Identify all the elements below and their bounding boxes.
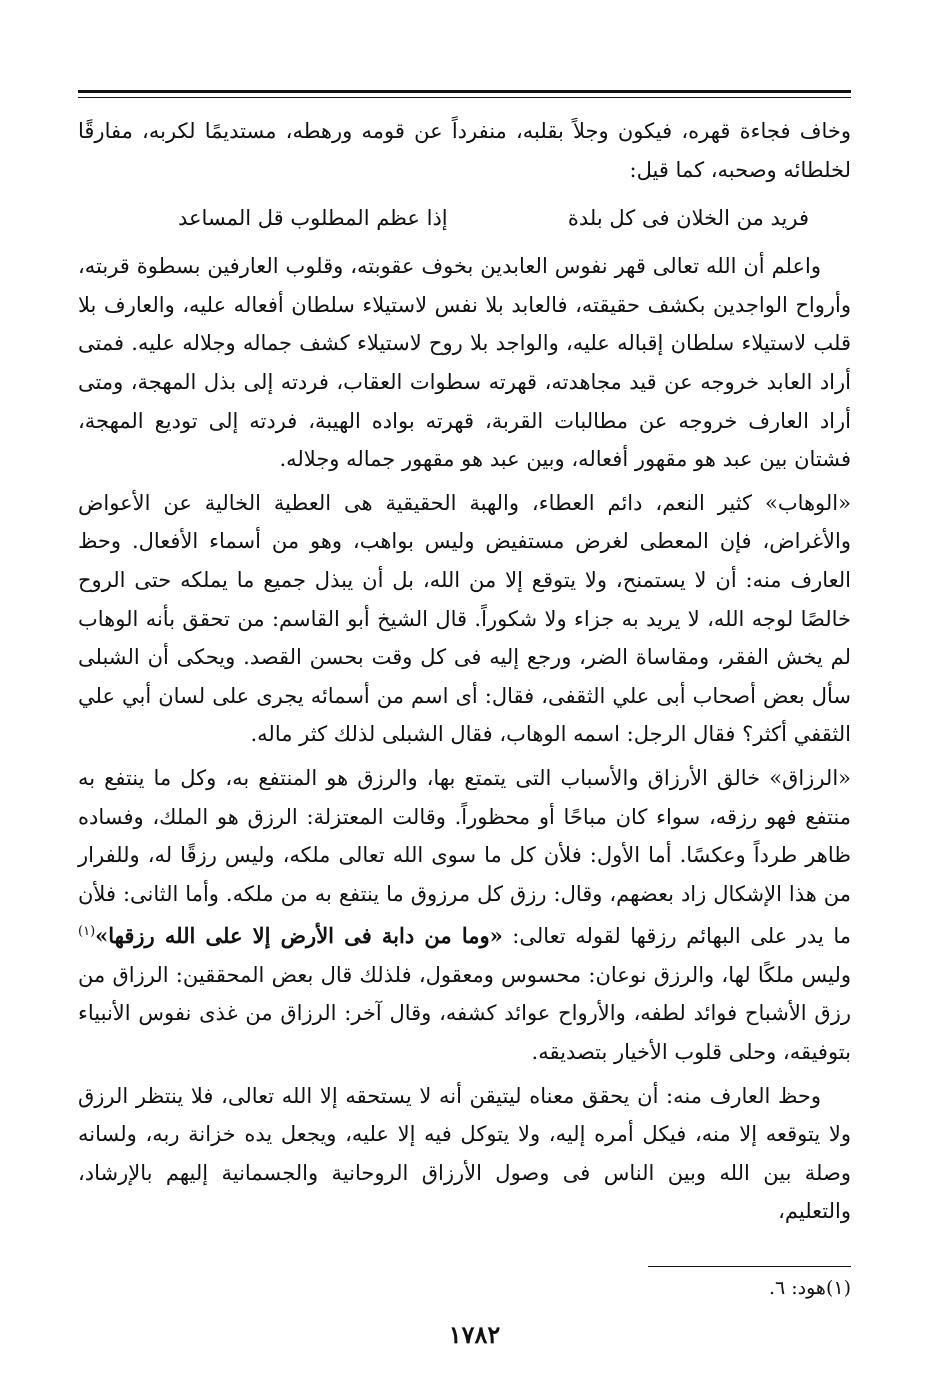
paragraph-4 <box>78 759 851 1072</box>
footnote-rule <box>648 1266 851 1267</box>
page-number: ١٧٨٢ <box>448 1320 501 1349</box>
paragraph-2: واعلم أن الله تعالى قهر نفوس العابدين بخوف عقوبته، وقلوب العارفين بسطوة قربته، وأرواح الواجدين بكشف حقيقته، فالعابد بلا نفس لاستيلاء سلطان أفعاله عليه، والعارف بلا قلب لاستيلاء سلطان إقباله عليه، والواجد بلا روح لاستيلاء كشف جماله وجلاله عليه. فمتى أراد العابد خروجه عن قيد مجاهدته، قهرته سطوات العقاب، فردته إلى بذل المهجة، ومتى أراد العارف خروجه عن مطالبات القربة، قهرته بواده الهيبة، فردته إلى توديع المهجة، فشتان بين عبد هو مقهور أفعاله، وبين عبد هو مقهور جماله وجلاله. <box>78 254 851 472</box>
header-rule-thick <box>78 90 851 93</box>
verse-second-hemistich: إذا عظم المطلوب قل المساعد <box>178 206 448 231</box>
footnote-reference: (١) <box>78 924 96 940</box>
poetry-verse <box>78 199 851 237</box>
paragraph-4-part-2: وليس ملكًا لها، والرزق نوعان: محسوس ومعقول، فلذلك قال بعض المحققين: الرزاق من رزق الأشباح فوائد لطفه، والأرواح عوائد كشفه، وقال آخر: الرزاق من غذى نفوس الأنبياء بتوفيقه، وحلى قلوب الأخيار بتصديقه. <box>78 962 851 1065</box>
quran-quote: «وما من دابة فى الأرض إلا على الله رزقها» <box>95 923 503 949</box>
header-rule-thin <box>78 97 851 98</box>
paragraph-5: وحظ العارف منه: أن يحقق معناه ليتيقن أنه لا يستحقه إلا الله تعالى، فلا ينتظر الرزق ولا يتوقعه إلا منه، فيكل أمره إليه، ولا يتوكل فيه إلا عليه، ويجعل يده خزانة ربه، ولسانه وصلة بين الله وبين الناس فى وصول الأرزاق الروحانية والجسمانية إليهم بالإرشاد، والتعليم، <box>78 1083 851 1224</box>
body-text <box>78 112 851 1236</box>
paragraph-4-part-1: «الرزاق» خالق الأرزاق والأسباب التى يتمتع بها، والرزق هو المنتفع به، وكل ما ينتفع به منتفع فهو رزقه، سواء كان مباحًا أو محظوراً. وقالت المعتزلة: الرزق هو الملك، وفساده ظاهر طرداً وعكسًا. أما الأول: فلأن كل ما سوى الله تعالى ملكه، وليس رزقًا له، وللفرار من هذا الإشكال زاد بعضهم، وقال: رزق كل مرزوق ما ينتفع به من ملكه. وأما الثانى: فلأن ما يدر على البهائم رزقها لقوله تعالى: <box>78 765 851 949</box>
footnote: (١)هود: ٦. <box>768 1277 851 1299</box>
paragraph-3: «الوهاب» كثير النعم، دائم العطاء، والهبة الحقيقية هى العطية الخالية عن الأعواض والأغراض، فإن المعطى لغرض مستفيض وليس بواهب، وهو من أسماء الأفعال. وحظ العارف منه: أن لا يستمنح، ولا يتوقع إلا من الله، بل أن يبذل جميع ما يملكه حتى الروح خالصًا لوجه الله، لا يريد به جزاء ولا شكوراً. قال الشيخ أبو القاسم: من تحقق بأنه الوهاب لم يخش الفقر، ومقاساة الضر، ورجع إليه فى كل وقت بحسن القصد. ويحكى أن الشبلى سأل بعض أصحاب أبى علي الثقفى، فقال: أى اسم من أسمائه يجرى على لسان أبي علي الثقفي أكثر؟ فقال الرجل: اسمه الوهاب، فقال الشبلى لذلك كثر ماله. <box>78 490 851 747</box>
paragraph-1: وخاف فجاءة قهره، فيكون وجلاً بقلبه، منفرداً عن قومه ورهطه، مستديمًا لكربه، مفارقًا لخلطائه وصحبه، كما قيل: <box>78 119 851 182</box>
verse-first-hemistich: فريد من الخلان فى كل بلدة <box>567 206 809 231</box>
